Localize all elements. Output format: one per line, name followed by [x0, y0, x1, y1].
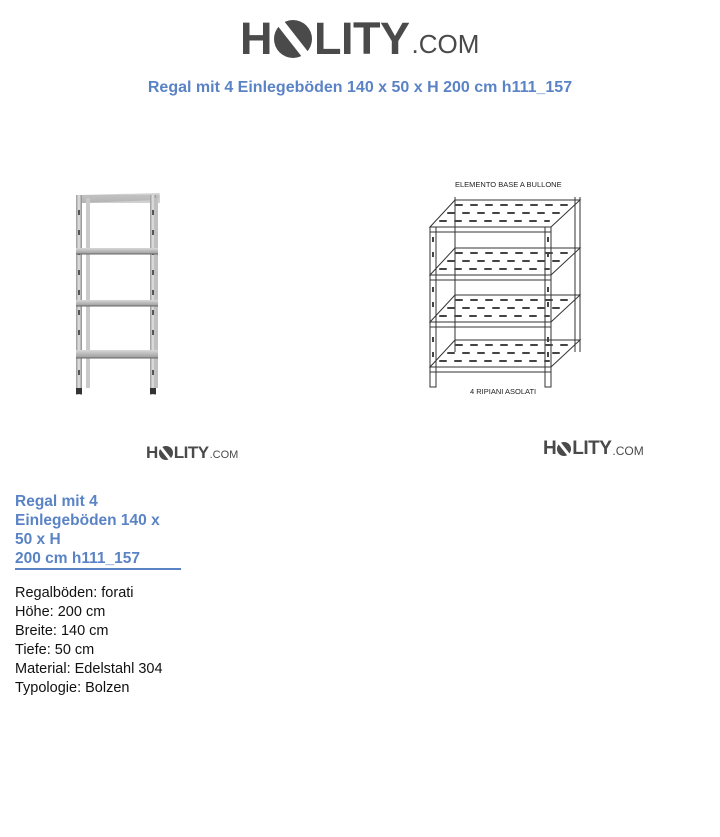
- brand-logo-small: H LITY .COM: [543, 438, 644, 459]
- logo-o-icon: [159, 446, 173, 460]
- drawing-top-label: ELEMENTO BASE A BULLONE: [455, 180, 562, 189]
- spec-item: Höhe: 200 cm: [15, 604, 106, 620]
- brand-logo: H LITY .COM: [240, 13, 480, 64]
- product-title: Regal mit 4 Einlegeböden 140 x 50 x H 200 cm h111_157: [15, 492, 181, 570]
- spec-item: Regalböden: forati: [15, 585, 134, 601]
- logo-o-icon: [557, 442, 571, 456]
- logo-o-icon: [274, 20, 312, 58]
- spec-item: Tiefe: 50 cm: [15, 642, 95, 658]
- product-photo: [70, 190, 165, 400]
- spec-item: Material: Edelstahl 304: [15, 661, 163, 677]
- spec-list: [15, 584, 163, 698]
- drawing-bottom-label: 4 RIPIANI ASOLATI: [470, 387, 537, 396]
- spec-item: Breite: 140 cm: [15, 623, 109, 639]
- spec-item: Typologie: Bolzen: [15, 680, 130, 696]
- brand-logo-small: H LITY .COM: [146, 443, 239, 462]
- technical-drawing: [425, 192, 585, 388]
- page-title: Regal mit 4 Einlegeböden 140 x 50 x H 200 cm h111_157: [147, 79, 573, 96]
